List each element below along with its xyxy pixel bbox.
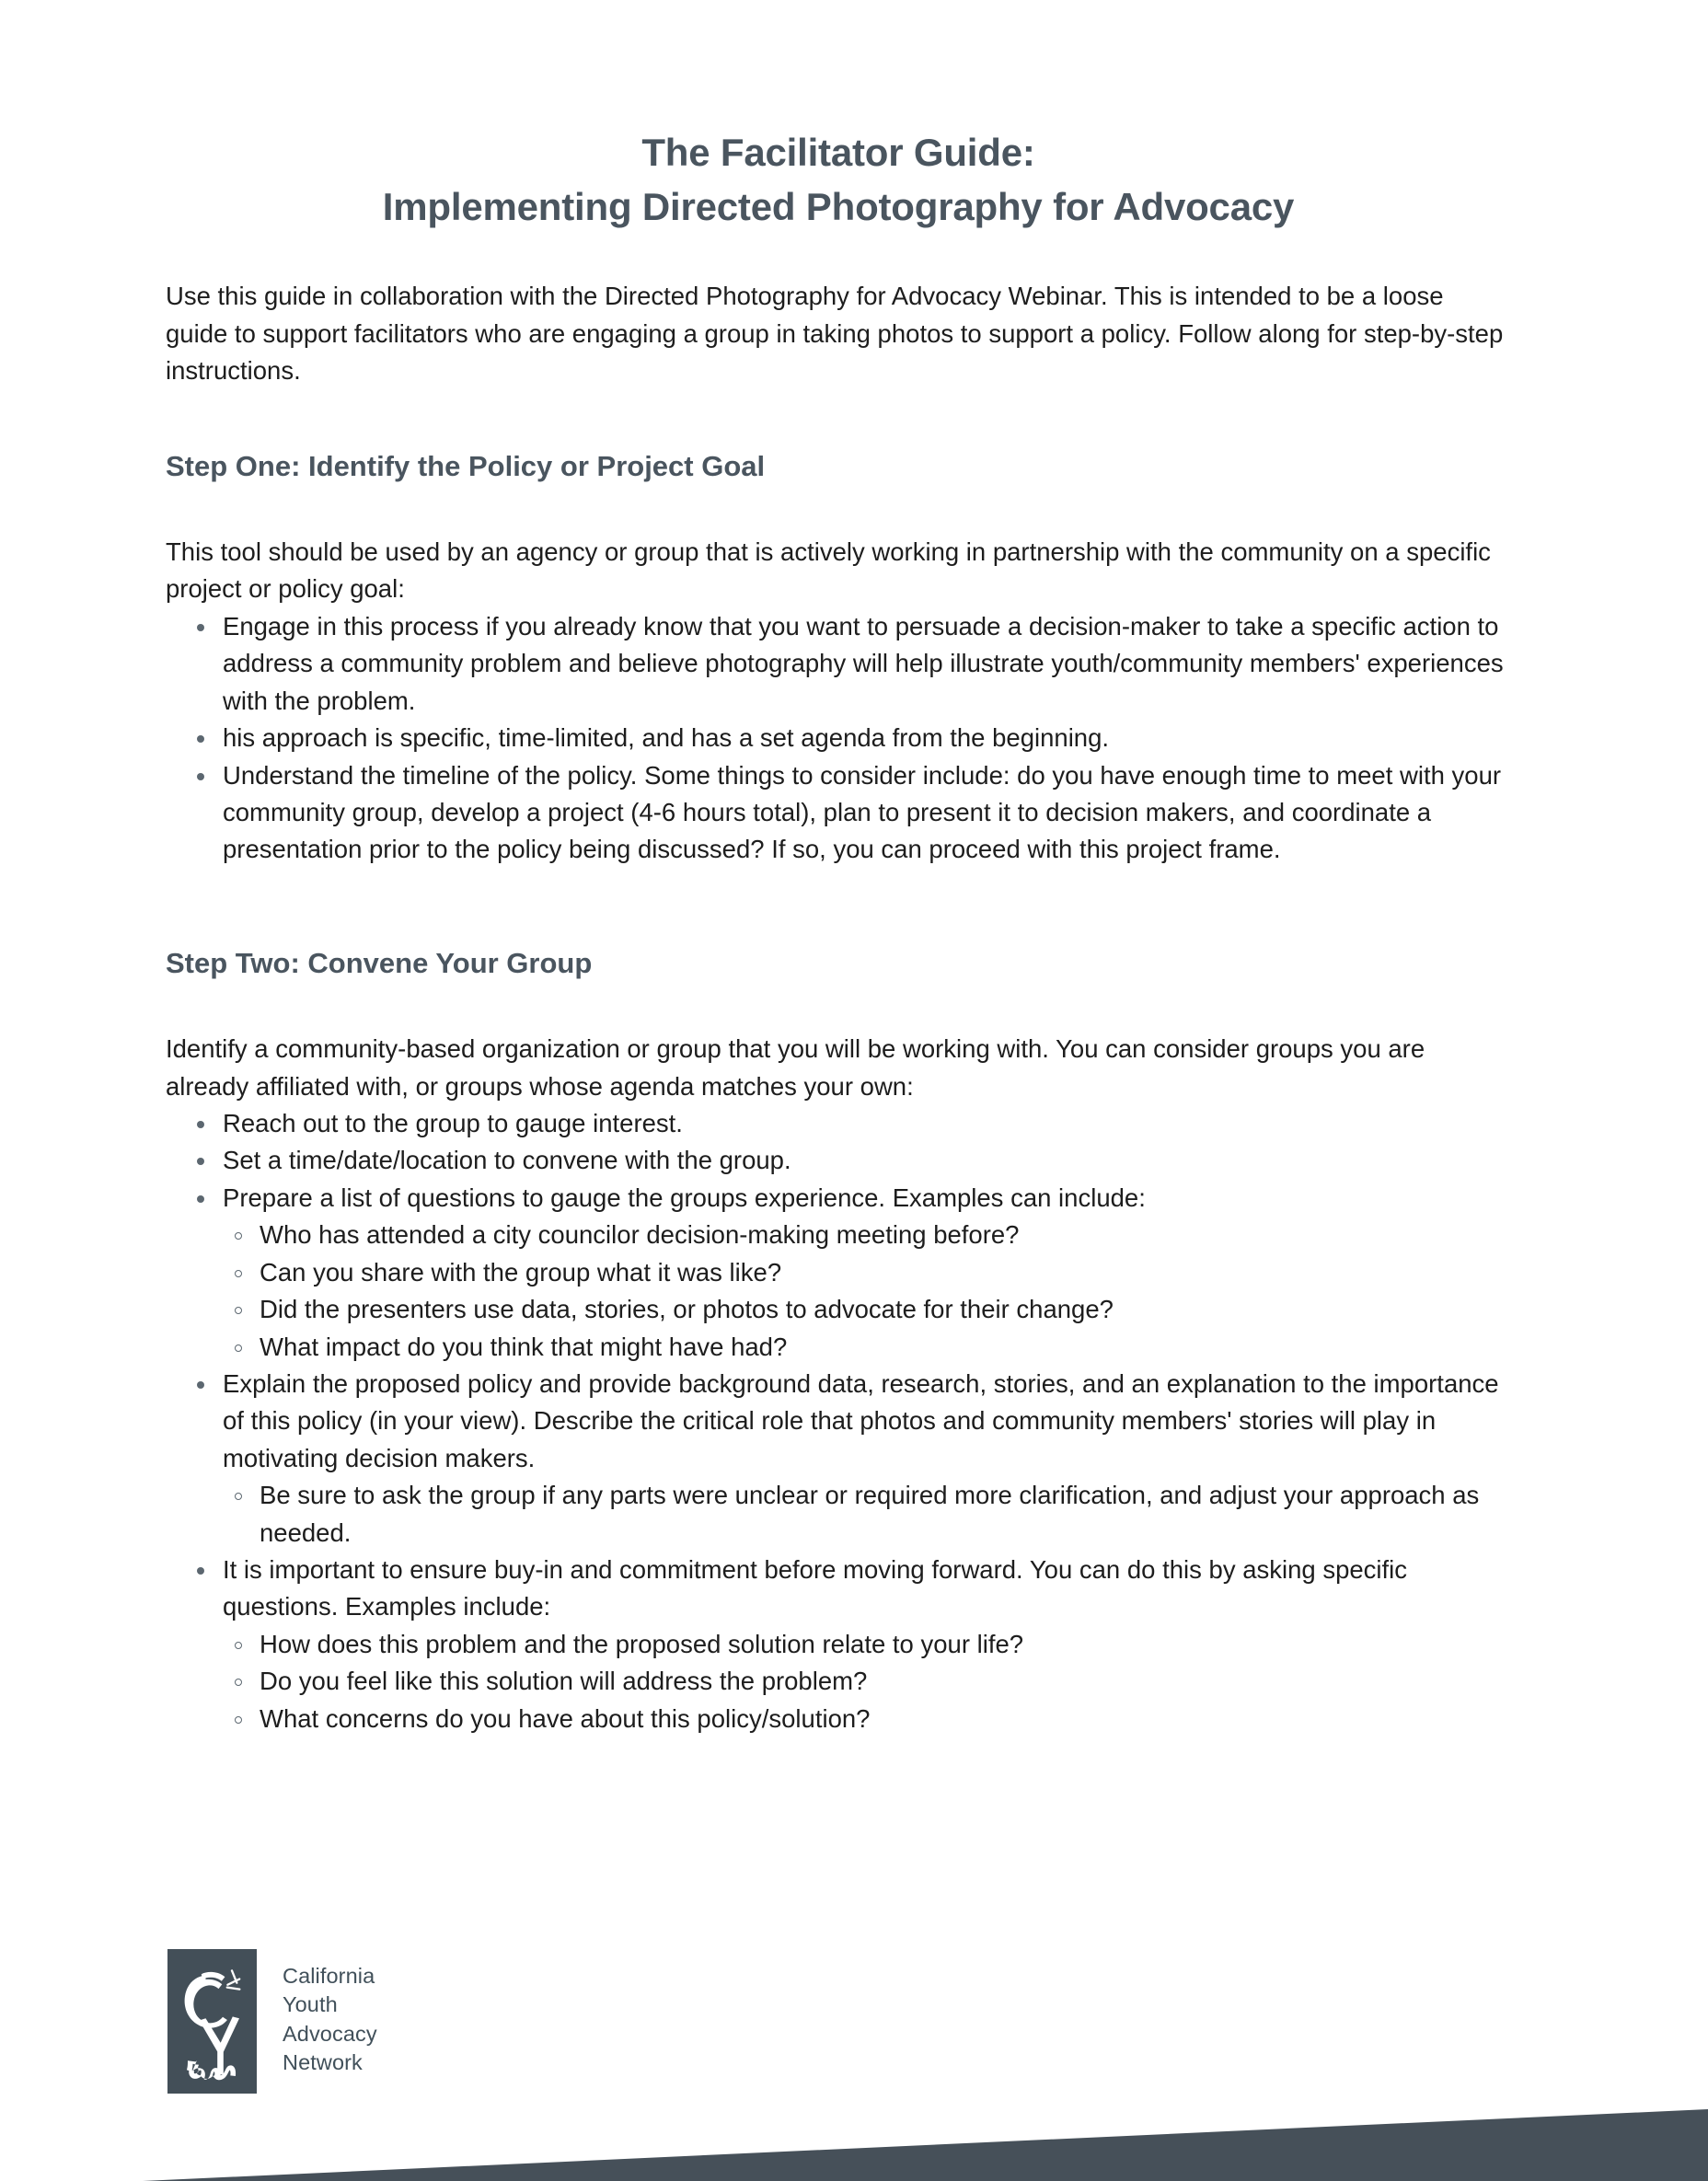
sub-list-item [260,1217,1511,1253]
sub-list-item [260,1477,1511,1552]
step-two-paragraph: Identify a community-based organization or group that you will be working with. You can consider groups you are already affiliated with, or groups whose agenda matches your own: [166,1034,1425,1101]
intro-paragraph: Use this guide in collaboration with the Directed Photography for Advocacy Webinar. This is intended to be a loose guide to support facilitators who are engaging a group in taking photos to support a policy. Follow along for step-by-step instructions. [166,282,1504,386]
list-item-text: Understand the timeline of the policy. Some things to consider include: do you have enough time to meet with your community group, develop a project (4-6 hours total), plan to present it to decision makers, and coordinate a presentation prior to the policy being discussed? If so, you can proceed with this project frame. [223,757,1511,869]
list-item-text: Explain the proposed policy and provide background data, research, stories, and an explanation to the importance of this policy (in your view). Describe the critical role that photos and community members' stories will play in motivating decision makers. [223,1366,1511,1477]
sub-list-item-text: Do you feel like this solution will address the problem? [260,1663,1511,1700]
sub-list-item-text: Who has attended a city councilor decision-making meeting before? [260,1217,1511,1253]
sub-list-item-text: Did the presenters use data, stories, or photos to advocate for their change? [260,1291,1511,1328]
page-title-line-2: Implementing Directed Photography for Advocacy [382,185,1295,229]
sub-list-item [260,1329,1511,1366]
list-item [223,720,1511,756]
list-item [223,1180,1511,1366]
list-item-text: It is important to ensure buy-in and commitment before moving forward. You can do this by asking specific questions. Examples include: [223,1552,1511,1626]
sub-list-item [260,1254,1511,1291]
step-two-bullet-list [166,1105,1511,1737]
org-line-4: Network [283,2050,363,2075]
org-line-2: Youth [283,1992,338,2017]
sub-list-item-text: What concerns do you have about this policy/solution? [260,1701,1511,1737]
list-item-text: Engage in this process if you already know that you want to persuade a decision-maker to take a specific action to address a community problem and believe photography will help illustrate youth/community members' experiences with the problem. [223,608,1511,720]
sub-list-item-text: Be sure to ask the group if any parts were unclear or required more clarification, and adjust your approach as needed. [260,1477,1511,1552]
sub-bullet-list [223,1217,1511,1366]
footer-diagonal-decoration [0,2052,1708,2181]
org-line-3: Advocacy [283,2021,377,2046]
step-one-paragraph: This tool should be used by an agency or group that is actively working in partnership with the community on a specific project or policy goal: [166,537,1491,604]
list-item-text: Reach out to the group to gauge interest. [223,1105,1511,1142]
org-line-1: California [283,1964,375,1988]
sub-list-item [260,1626,1511,1663]
sub-bullet-list [223,1626,1511,1737]
list-item-text: Prepare a list of questions to gauge the groups experience. Examples can include: [223,1180,1511,1217]
sub-list-item [260,1663,1511,1700]
sub-bullet-list [223,1477,1511,1552]
sub-list-item [260,1291,1511,1328]
list-item [223,1105,1511,1142]
list-item [223,1552,1511,1737]
sub-list-item [260,1701,1511,1737]
list-item-text: his approach is specific, time-limited, and has a set agenda from the beginning. [223,720,1511,756]
list-item [223,608,1511,720]
section-heading-step-one: Step One: Identify the Policy or Project Goal [166,449,766,482]
page-title-line-1: The Facilitator Guide: [641,131,1035,174]
sub-list-item-text: Can you share with the group what it was like? [260,1254,1511,1291]
step-one-bullet-list [166,608,1511,869]
list-item-text: Set a time/date/location to convene with the group. [223,1142,1511,1179]
page-title [166,0,1511,230]
list-item [223,1366,1511,1552]
section-heading-step-two: Step Two: Convene Your Group [166,946,593,979]
sub-list-item-text: What impact do you think that might have had? [260,1329,1511,1366]
list-item [223,757,1511,869]
document-content [166,0,1511,1737]
sub-list-item-text: How does this problem and the proposed solution relate to your life? [260,1626,1511,1663]
list-item [223,1142,1511,1179]
